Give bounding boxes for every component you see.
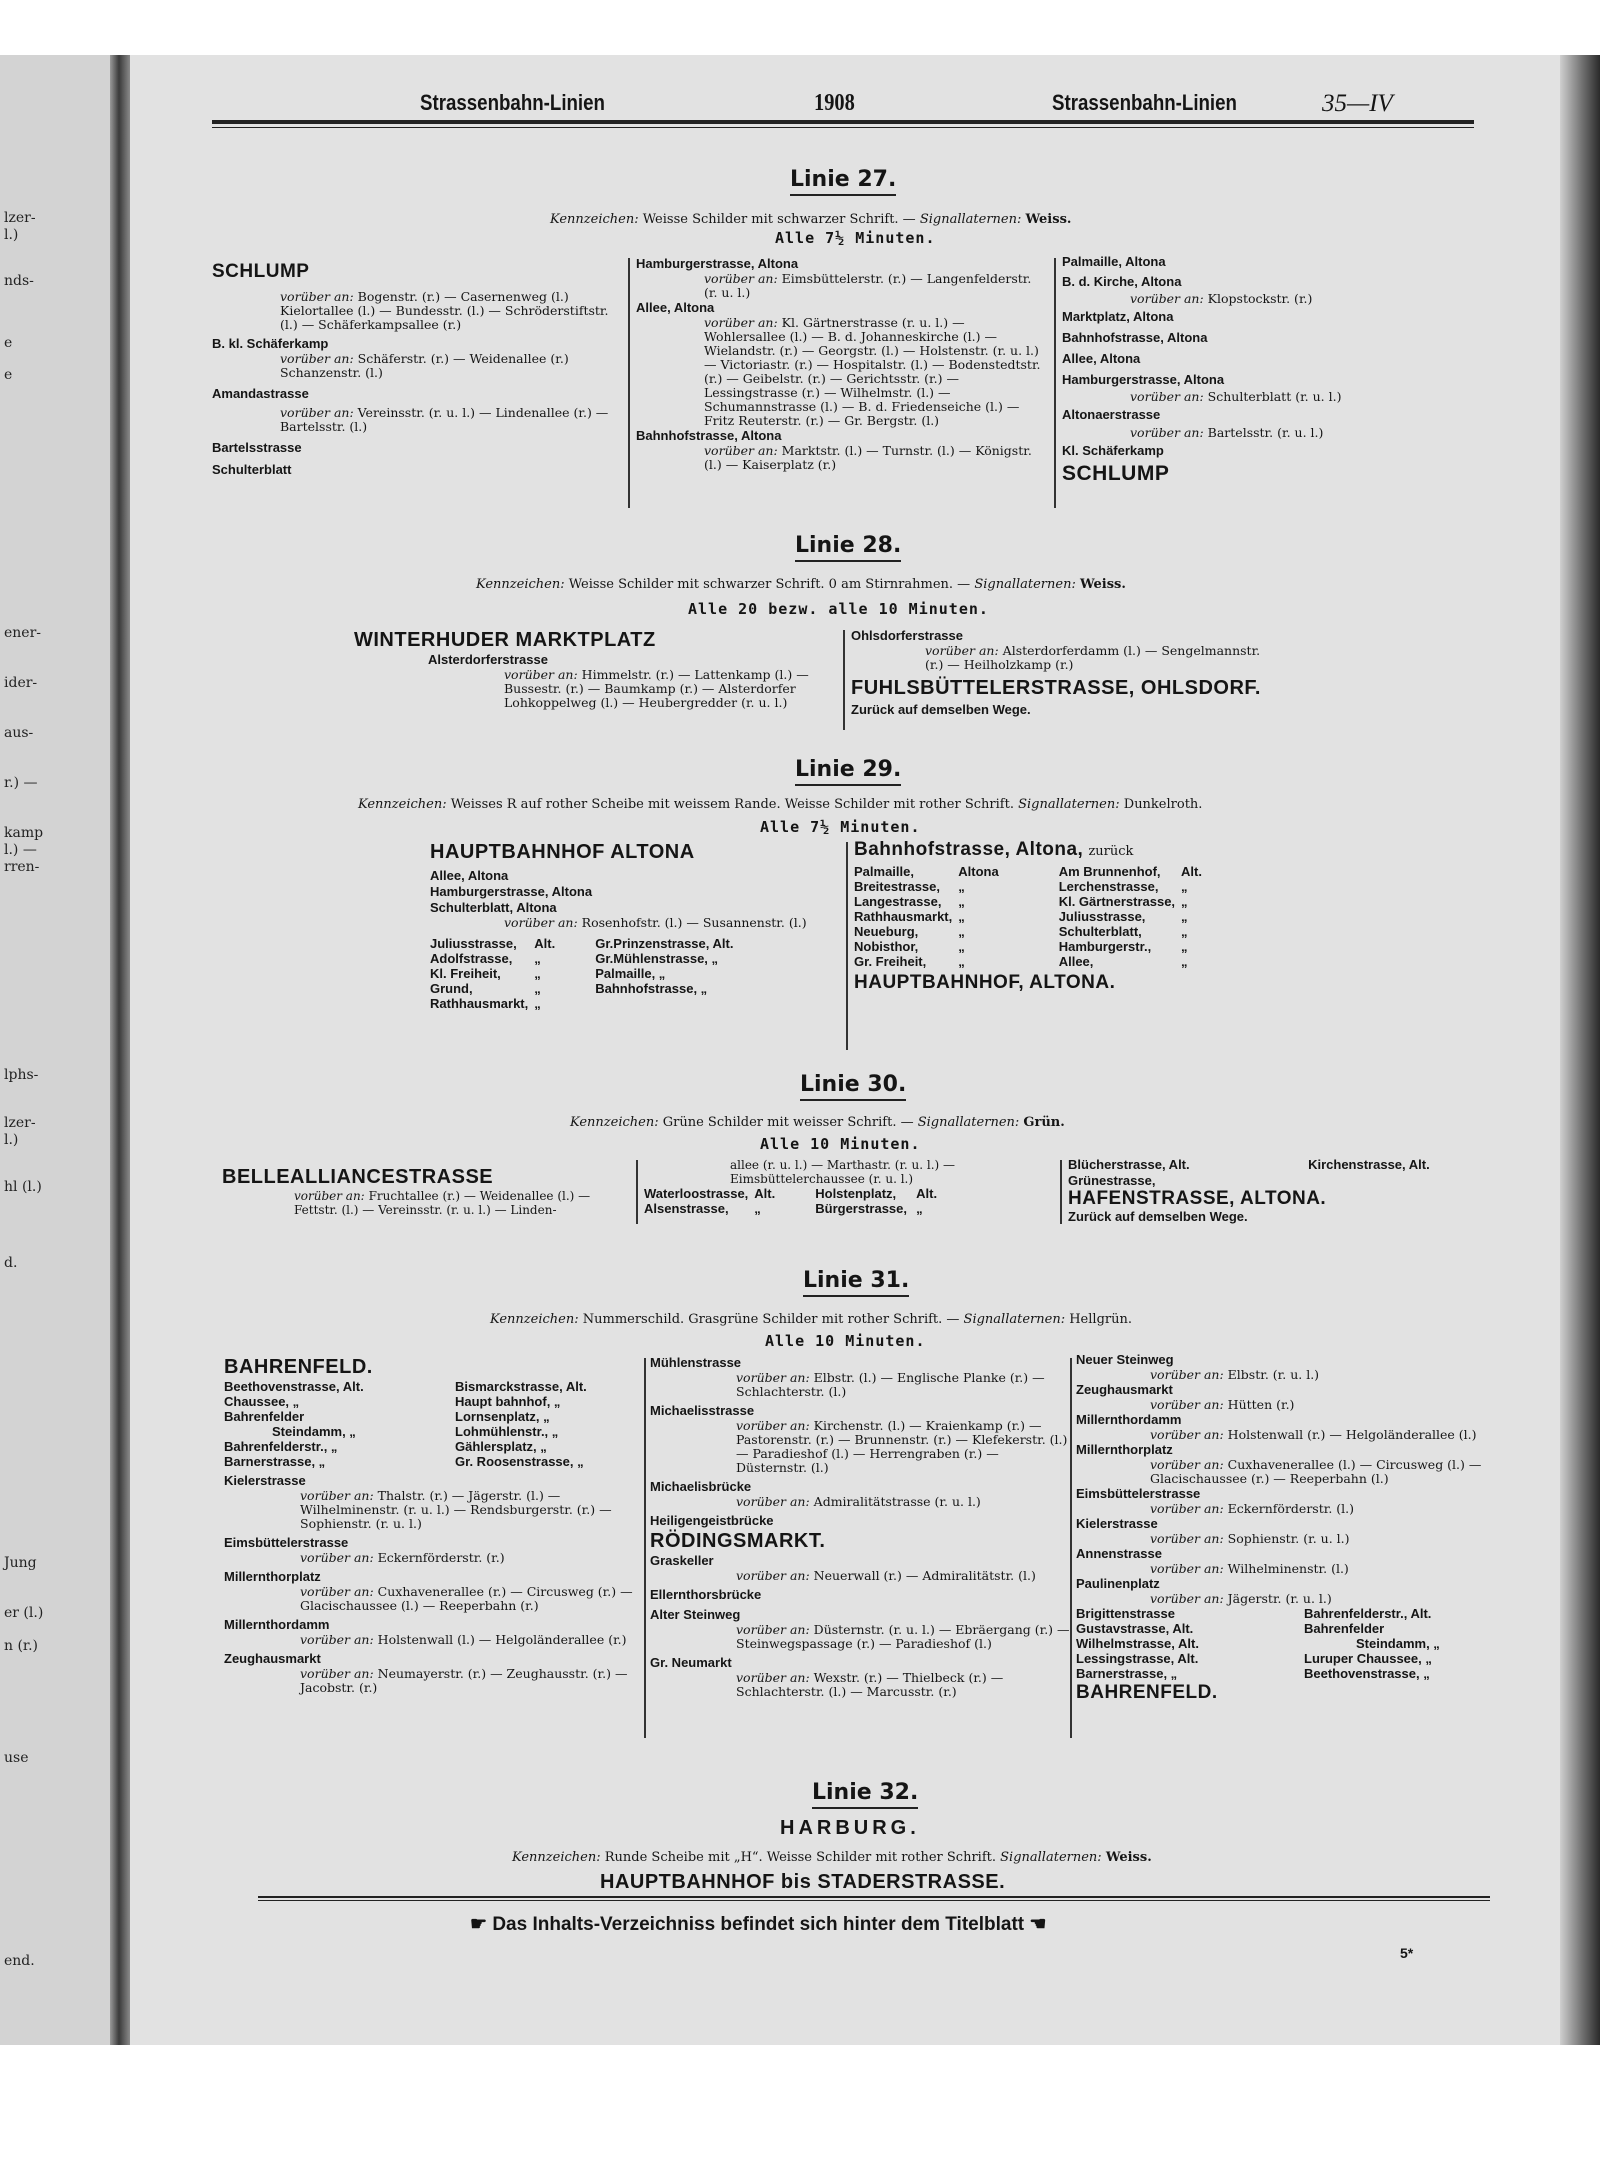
linie28-left <box>354 628 840 710</box>
stop: B. kl. Schäferkamp <box>212 336 329 351</box>
header-rule <box>212 120 1474 124</box>
fragment: lphs- <box>4 1067 39 1083</box>
linie31-col3 <box>1076 1352 1496 1705</box>
footer-rule <box>258 1896 1490 1898</box>
stop: Kielerstrasse <box>1076 1516 1158 1531</box>
linie29-kennzeichen: Kennzeichen: Weisses R auf rother Scheibe mit weissem Rande. Weisse Schilder mit rother Schrift. Signallaternen: Dunkelroth. <box>358 797 1203 812</box>
via-list: vorüber an: Eimsbüttelerstr. (r.) — Langenfelderstr. (r. u. l.) <box>704 271 1032 300</box>
stop: Hamburgerstrasse, Altona <box>430 884 593 899</box>
linie32-title: Linie 32. <box>812 1780 918 1809</box>
stop: B. d. Kirche, Altona <box>1062 274 1182 289</box>
linie29-left <box>430 840 842 1011</box>
sheet-mark: 5* <box>1400 1945 1414 1961</box>
return-note: Zurück auf demselben Wege. <box>851 702 1031 717</box>
column-divider <box>846 842 848 1050</box>
stop: Eimsbüttelerstrasse <box>224 1535 349 1550</box>
linie28-kennzeichen: Kennzeichen: Weisse Schilder mit schwarzer Schrift. 0 am Stirnrahmen. — Signallaternen: Weiss. <box>476 577 1126 592</box>
via-list: vorüber an: Vereinsstr. (r. u. l.) — Lindenallee (r.) — Bartelsstr. (l.) <box>280 405 609 434</box>
page-edge-right <box>1560 55 1600 2045</box>
via-list: vorüber an: Elbstr. (l.) — Englische Planke (r.) — Schlachterstr. (l.) <box>736 1370 1045 1399</box>
fragment: l.) <box>4 227 19 243</box>
linie27-title: Linie 27. <box>790 167 896 196</box>
stop: Zeughausmarkt <box>224 1651 321 1666</box>
stop: Alter Steinweg <box>650 1607 741 1622</box>
stop: Millernthorplatz <box>1076 1442 1173 1457</box>
stop: Allee, Altona <box>1062 351 1141 366</box>
route-start: HAUPTBAHNHOF ALTONA <box>430 841 695 863</box>
stop: Kielerstrasse <box>224 1473 306 1488</box>
route-start: WINTERHUDER MARKTPLATZ <box>354 629 656 651</box>
linie29-right <box>854 838 1274 995</box>
via-list: vorüber an: Klopstockstr. (r.) <box>1130 291 1313 306</box>
fragment: ener- <box>4 625 42 641</box>
stops-grid: Juliusstrasse, Alt. Gr.Prinzenstrasse, Alt. Adolfstrasse, „ Gr.Mühlenstrasse, „ Kl. Freiheit, „ Palmaille, „ Grund, „ Bahnhofstrasse, „ Rathhausmarkt, „ <box>430 936 734 1011</box>
via-list: vorüber an: Neuerwall (r.) — Admiralitätstr. (l.) <box>736 1568 1036 1583</box>
via-list: vorüber an: Neumayerstr. (r.) — Zeughausstr. (r.) — Jacobstr. (r.) <box>300 1666 628 1695</box>
stop: Michaelisstrasse <box>650 1403 755 1418</box>
stop: Gr. Neumarkt <box>650 1655 732 1670</box>
stop: Paulinenplatz <box>1076 1576 1160 1591</box>
via-list: vorüber an: Cuxhavenerallee (l.) — Circusweg (l.) — Glacischaussee (r.) — Reeperbahn (l.) <box>1150 1457 1482 1486</box>
linie28-right <box>851 628 1391 718</box>
footer-rule-thin <box>258 1900 1490 1901</box>
linie31-col2 <box>650 1355 1070 1699</box>
stop: Millernthorplatz <box>224 1569 321 1584</box>
pointing-hand-left-icon: ☚ <box>1029 1914 1047 1935</box>
linie27-kennzeichen: Kennzeichen: Weisse Schilder mit schwarzer Schrift. — Signallaternen: Weiss. <box>550 212 1072 227</box>
via-list: vorüber an: Düsternstr. (r. u. l.) — Ebräergang (r.) — Steinwegspassage (r.) — Paradieshof (l.) <box>736 1622 1070 1651</box>
linie32-route: HAUPTBAHNHOF bis STADERSTRASSE. <box>600 1871 1006 1893</box>
stop: Palmaille, Altona <box>1062 254 1166 269</box>
stop: Mühlenstrasse <box>650 1355 742 1370</box>
route-end: HAUPTBAHNHOF, ALTONA. <box>854 972 1116 993</box>
running-head-left: Strassenbahn-Linien <box>420 90 605 115</box>
linie30-right <box>1068 1154 1488 1225</box>
fragment: n (r.) <box>4 1638 38 1654</box>
linie28-title: Linie 28. <box>795 533 901 562</box>
fragment: er (l.) <box>4 1605 44 1621</box>
via-list: vorüber an: Admiralitätstrasse (r. u. l.) <box>736 1494 981 1509</box>
stop: Allee, Altona <box>430 868 509 883</box>
route-end: FUHLSBÜTTELERSTRASSE, OHLSDORF. <box>851 677 1261 699</box>
stop: Altonaerstrasse <box>1062 407 1161 422</box>
linie30-middle <box>644 1158 1054 1216</box>
via-list: vorüber an: Kl. Gärtnerstrasse (r. u. l.) — Wohlersallee (l.) — B. d. Johanneskirche (l.) — Wielandstr. (r.) — Georgstr. (l.) — Holstenstr. (r. u. l.) — Victoriastr. (r.) — Hospitalstr. (l.) — Bodenstedtstr. (r.) — Geibelstr. (r.) — Gerichtsstr. (r.) — Lessingstrasse (r.) — Wilhelmstr. (l.) — Schumannstrasse (l.) — B. d. Friedenseiche (l.) — Fritz Reuterstr. (r.) — Gr. Bergstr. (l.) <box>704 315 1041 428</box>
fragment: hl (l.) <box>4 1179 42 1195</box>
via-list: vorüber an: Cuxhavenerallee (r.) — Circusweg (r.) — Glacischaussee (l.) — Reeperbahn (r.) <box>300 1584 633 1613</box>
column-divider <box>1054 258 1056 508</box>
via-list: vorüber an: Alsterdorferdamm (l.) — Sengelmannstr. (r.) — Heilholzkamp (r.) <box>925 643 1261 672</box>
column-divider <box>628 258 630 508</box>
column-divider <box>644 1358 646 1738</box>
stop: Millernthordamm <box>224 1617 330 1632</box>
linie30-kennzeichen: Kennzeichen: Grüne Schilder mit weisser Schrift. — Signallaternen: Grün. <box>570 1115 1065 1130</box>
stop: Schulterblatt <box>212 462 292 477</box>
column-divider <box>843 630 845 730</box>
stop: Ohlsdorferstrasse <box>851 628 963 643</box>
via-list: vorüber an: Himmelstr. (r.) — Lattenkamp (l.) — Bussestr. (r.) — Baumkamp (r.) — Alsterdorfer Lohkoppelweg (l.) — Heubergredder (r. u. l.) <box>504 667 809 710</box>
route-end: SCHLUMP <box>1062 462 1170 485</box>
stop: Kl. Schäferkamp <box>1062 443 1164 458</box>
stops-grid: Brigittenstrasse Bahrenfelderstr., Alt. Gustavstrasse, Alt. Bahrenfelder Wilhelmstrasse, Alt. Steindamm, „ Lessingstrasse, Alt. Luruper Chaussee, „ Barnerstrasse, „ Beethovenstrasse, „ <box>1076 1606 1440 1681</box>
linie27-frequency: Alle 7½ Minuten. <box>775 229 936 247</box>
fragment: rren- <box>4 859 40 875</box>
stop: Schulterblatt, Altona <box>430 900 557 915</box>
via-list: vorüber an: Holstenwall (r.) — Helgoländerallee (l.) <box>1150 1427 1477 1442</box>
stops-grid: Palmaille, Altona Am Brunnenhof, Alt. Breitestrasse, „ Lerchenstrasse, „ Langestrasse, „ Kl. Gärtnerstrasse, „ Rathhausmarkt, „ Juliusstrasse, „ Neueburg, „ Schulterblatt, „ Nobisthor, „ Hamburgerstr., „ Gr. Freiheit, „ Allee, „ <box>854 864 1202 969</box>
via-list: vorüber an: Bartelsstr. (r. u. l.) <box>1130 425 1324 440</box>
linie32-kennzeichen: Kennzeichen: Runde Scheibe mit „H“. Weisse Schilder mit rother Schrift. Signallaternen: Weiss. <box>512 1850 1152 1865</box>
stop: Hamburgerstrasse, Altona <box>1062 372 1225 387</box>
via-list: vorüber an: Thalstr. (r.) — Jägerstr. (l.) — Wilhelminenstr. (r. u. l.) — Rendsburgerstr. (r.) — Sophienstr. (r. u. l.) <box>300 1488 612 1531</box>
pointing-hand-icon: ☛ <box>470 1914 488 1935</box>
stop: Kirchenstrasse, Alt. <box>1308 1157 1430 1172</box>
via-list-continued: allee (r. u. l.) — Marthastr. (r. u. l.) — Eimsbüttelerchaussee (r. u. l.) <box>730 1158 956 1186</box>
linie31-frequency: Alle 10 Minuten. <box>765 1332 926 1350</box>
fragment: l.) <box>4 1132 19 1148</box>
linie30-title: Linie 30. <box>800 1072 906 1101</box>
page-number: 35—IV <box>1322 90 1393 117</box>
previous-page-edge <box>0 55 118 2045</box>
stop: Allee, Altona <box>636 300 715 315</box>
fragment: lzer- <box>4 210 36 226</box>
fragment: ider- <box>4 675 38 691</box>
fragment: end. <box>4 1953 35 1969</box>
stop: Grünestrasse, <box>1068 1173 1156 1188</box>
via-list: vorüber an: Wexstr. (r.) — Thielbeck (r.) — Schlachterstr. (l.) — Marcusstr. (r.) <box>736 1670 1004 1699</box>
fragment: d. <box>4 1255 18 1271</box>
column-divider <box>1060 1160 1062 1224</box>
via-list: vorüber an: Holstenwall (l.) — Helgoländerallee (r.) <box>300 1632 627 1647</box>
stop: Michaelisbrücke <box>650 1479 752 1494</box>
via-list: vorüber an: Schulterblatt (r. u. l.) <box>1130 389 1342 404</box>
via-list: vorüber an: Elbstr. (r. u. l.) <box>1150 1367 1320 1382</box>
fragment: e <box>4 367 13 383</box>
via-list: vorüber an: Jägerstr. (r. u. l.) <box>1150 1591 1332 1606</box>
stop: Alsterdorferstrasse <box>428 652 548 667</box>
via-list: vorüber an: Marktstr. (l.) — Turnstr. (l.) — Königstr. (l.) — Kaiserplatz (r.) <box>704 443 1032 472</box>
stop: Marktplatz, Altona <box>1062 309 1174 324</box>
stop: Blücherstrasse, Alt. <box>1068 1157 1190 1172</box>
linie30-left <box>222 1165 632 1217</box>
fragment: l.) — <box>4 842 37 858</box>
via-list: vorüber an: Rosenhofstr. (l.) — Susannenstr. (l.) <box>504 915 807 930</box>
fragment: e <box>4 335 13 351</box>
linie29-title: Linie 29. <box>795 757 901 786</box>
linie28-frequency: Alle 20 bezw. alle 10 Minuten. <box>688 600 989 618</box>
stops-grid: Beethovenstrasse, Alt. Bismarckstrasse, Alt. Chaussee, „ Haupt bahnhof, „ Bahrenfelder Lornsenplatz, „ Steindamm, „ Lohmühlenstr., „ Bahrenfelderstr., „ Gählersplatz, „ Barnerstrasse, „ Gr. Roosenstrasse, „ <box>224 1379 587 1469</box>
route-start: BAHRENFELD. <box>224 1356 373 1378</box>
fragment: r.) — <box>4 775 38 791</box>
via-list: vorüber an: Hütten (r.) <box>1150 1397 1295 1412</box>
via-list: vorüber an: Fruchtallee (r.) — Weidenallee (l.) — Fettstr. (l.) — Vereinsstr. (r. u. l.) — Linden- <box>294 1189 591 1217</box>
linie29-frequency: Alle 7½ Minuten. <box>760 818 921 836</box>
stop: Hamburgerstrasse, Altona <box>636 256 799 271</box>
via-list: vorüber an: Sophienstr. (r. u. l.) <box>1150 1531 1350 1546</box>
fragment: aus- <box>4 725 34 741</box>
header-rule-thin <box>212 127 1474 128</box>
via-list: vorüber an: Eckernförderstr. (r.) <box>300 1550 505 1565</box>
stop: Bartelsstrasse <box>212 440 302 455</box>
fragment: nds- <box>4 273 34 289</box>
stop: Ellernthorsbrücke <box>650 1587 762 1602</box>
linie27-col2 <box>636 256 1048 472</box>
route-start: BELLEALLIANCESTRASSE <box>222 1166 494 1188</box>
stops-grid: Waterloostrasse, Alt. Holstenplatz, Alt. Alsenstrasse, „ Bürgerstrasse, „ <box>644 1186 938 1216</box>
book-gutter <box>110 55 130 2045</box>
stop: Eimsbüttelerstrasse <box>1076 1486 1201 1501</box>
via-list: vorüber an: Wilhelminenstr. (l.) <box>1150 1561 1349 1576</box>
footer-note: ☛ Das Inhalts-Verzeichniss befindet sich hinter dem Titelblatt ☚ <box>470 1914 1047 1935</box>
fragment: use <box>4 1750 29 1766</box>
stop: Neuer Steinweg <box>1076 1352 1174 1367</box>
stop: Graskeller <box>650 1553 714 1568</box>
linie31-title: Linie 31. <box>803 1268 909 1297</box>
stop: Bahnhofstrasse, Altona <box>636 428 782 443</box>
route-start: SCHLUMP <box>212 261 310 282</box>
stop: Amandastrasse <box>212 386 309 401</box>
linie27-col1 <box>212 260 630 478</box>
via-list: vorüber an: Bogenstr. (r.) — Casernenweg (l.) Kielortallee (l.) — Bundesstr. (l.) — Schröderstiftstr. (l.) — Schäferkampsallee (r.) <box>280 289 609 332</box>
stop: Bahnhofstrasse, Altona <box>1062 330 1208 345</box>
via-list: vorüber an: Kirchenstr. (l.) — Kraienkamp (r.) — Pastorenstr. (r.) — Brunnenstr. (r.) — Klefekerstr. (l.) — Paradieshof (l.) — Herrengraben (r.) — Düsternstr. (l.) <box>736 1418 1068 1475</box>
running-head-right: Strassenbahn-Linien <box>1052 90 1237 115</box>
fragment: kamp <box>4 825 44 841</box>
linie31-col1 <box>224 1355 642 1695</box>
linie32-city: HARBURG. <box>780 1817 920 1839</box>
fragment: Jung <box>4 1555 37 1571</box>
route-end: HAFENSTRASSE, ALTONA. <box>1068 1188 1327 1209</box>
linie30-frequency: Alle 10 Minuten. <box>760 1135 921 1153</box>
linie27-col3 <box>1062 252 1402 486</box>
route-end: BAHRENFELD. <box>1076 1682 1218 1703</box>
via-list: vorüber an: Schäferstr. (r.) — Weidenallee (r.) Schanzenstr. (l.) <box>280 351 569 380</box>
stop: Millernthordamm <box>1076 1412 1182 1427</box>
stop: Heiligengeistbrücke <box>650 1513 774 1528</box>
via-list: vorüber an: Eckernförderstr. (l.) <box>1150 1501 1355 1516</box>
return-note: Zurück auf demselben Wege. <box>1068 1209 1248 1224</box>
return-header: Bahnhofstrasse, Altona, zurück <box>854 839 1134 860</box>
column-divider <box>636 1160 638 1224</box>
stop: Zeughausmarkt <box>1076 1382 1173 1397</box>
running-head-year: 1908 <box>814 90 855 116</box>
stop: Annenstrasse <box>1076 1546 1162 1561</box>
column-divider <box>1070 1358 1072 1738</box>
fragment: lzer- <box>4 1115 36 1131</box>
route-midpoint: RÖDINGSMARKT. <box>650 1530 826 1552</box>
linie31-kennzeichen: Kennzeichen: Nummerschild. Grasgrüne Schilder mit rother Schrift. — Signallaternen: Hellgrün. <box>490 1312 1132 1327</box>
